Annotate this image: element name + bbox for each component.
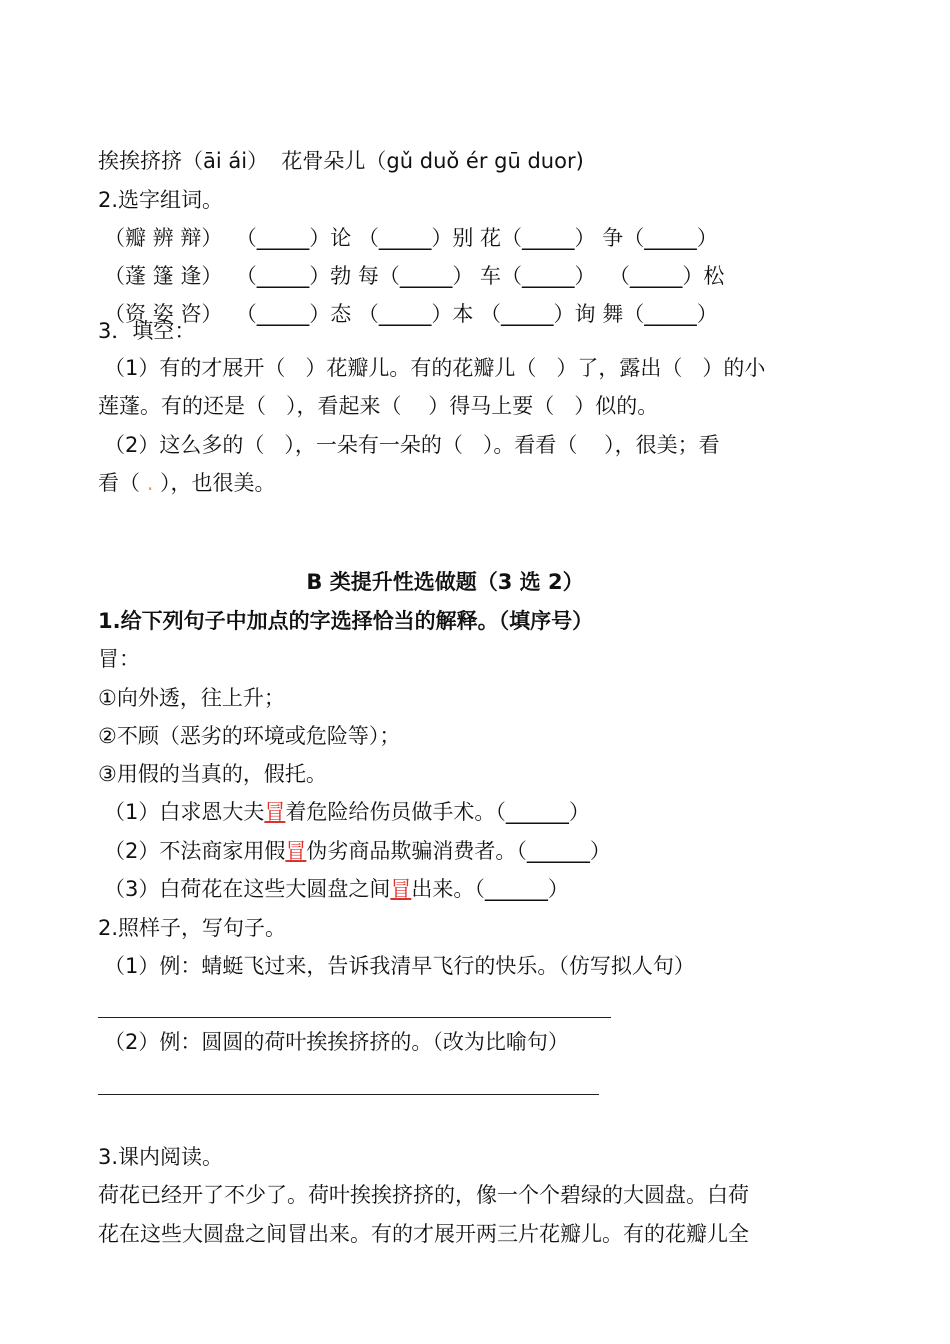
q3-last-post: ），也很美。 [153, 471, 276, 495]
q3-line: （1）有的才展开（ ）花瓣儿。有的花瓣儿（ ）了，露出（ ）的小 [104, 356, 766, 380]
char-label: 冒： [98, 647, 140, 671]
b-q2-example-1: （1）例：蜻蜓飞过来，告诉我清早飞行的快乐。（仿写拟人句） [104, 954, 695, 978]
marked-char: 冒 [390, 877, 412, 901]
sentence-item [104, 797, 590, 827]
sentence-pre: （2）不法商家用假 [104, 839, 286, 863]
q3-last-dot: . [146, 471, 154, 495]
q3-line-last [98, 468, 276, 498]
sentence-post: 着危险给伤员做手术。（______） [285, 800, 590, 824]
sentence-post: 伪劣商品欺骗消费者。（______） [306, 839, 611, 863]
answer-line [98, 1094, 599, 1095]
b-q2-example-2: （2）例：圆圆的荷叶挨挨挤挤的。（改为比喻句） [104, 1030, 569, 1054]
b-q2-title: 2.照样子，写句子。 [98, 916, 287, 940]
b-q3-title: 3.课内阅读。 [98, 1145, 224, 1169]
q2-title: 2.选字组词。 [98, 188, 224, 212]
q2-row: （瓣 辨 辩） （_____）论 （_____）别 花（_____） 争（_____） [104, 226, 718, 250]
passage-line: 花在这些大圆盘之间冒出来。有的才展开两三片花瓣儿。有的花瓣儿全 [98, 1222, 749, 1246]
marked-char: 冒 [285, 839, 307, 863]
pinyin-line: 挨挨挤挤（āi ái） 花骨朵儿（gǔ duǒ ér gū duor) [98, 149, 584, 173]
answer-line [98, 1017, 611, 1018]
b-q1-title: 1.给下列句子中加点的字选择恰当的解释。（填序号） [98, 609, 594, 633]
meaning-item: ②不顾（恶劣的环境或危险等）； [98, 724, 401, 748]
sentence-pre: （3）白荷花在这些大圆盘之间 [104, 877, 391, 901]
part-b-title: B 类提升性选做题（3 选 2） [306, 570, 584, 594]
sentence-post: 出来。（______） [411, 877, 569, 901]
marked-char: 冒 [264, 800, 286, 824]
sentence-item [104, 874, 569, 904]
q3-line: （2）这么多的（ ），一朵有一朵的（ ）。看看（ ），很美；看 [104, 433, 720, 457]
sentence-pre: （1）白求恩大夫 [104, 800, 265, 824]
q3-line: 莲蓬。有的还是（ ），看起来（ ）得马上要（ ）似的。 [98, 394, 659, 418]
passage-line: 荷花已经开了不少了。荷叶挨挨挤挤的，像一个个碧绿的大圆盘。白荷 [98, 1183, 749, 1207]
meaning-item: ③用假的当真的，假托。 [98, 762, 327, 786]
q3-title: 3．填空： [98, 319, 196, 343]
q3-last-pre: 看（ [98, 471, 147, 495]
sentence-item [104, 836, 611, 866]
q2-row: （资 姿 咨） （_____）态 （_____）本 （_____）询 舞（_____） [104, 302, 718, 326]
q2-row: （蓬 篷 逢） （_____）勃 每（_____） 车（_____） （_____）松 [104, 264, 725, 288]
meaning-item: ①向外透，往上升； [98, 686, 285, 710]
